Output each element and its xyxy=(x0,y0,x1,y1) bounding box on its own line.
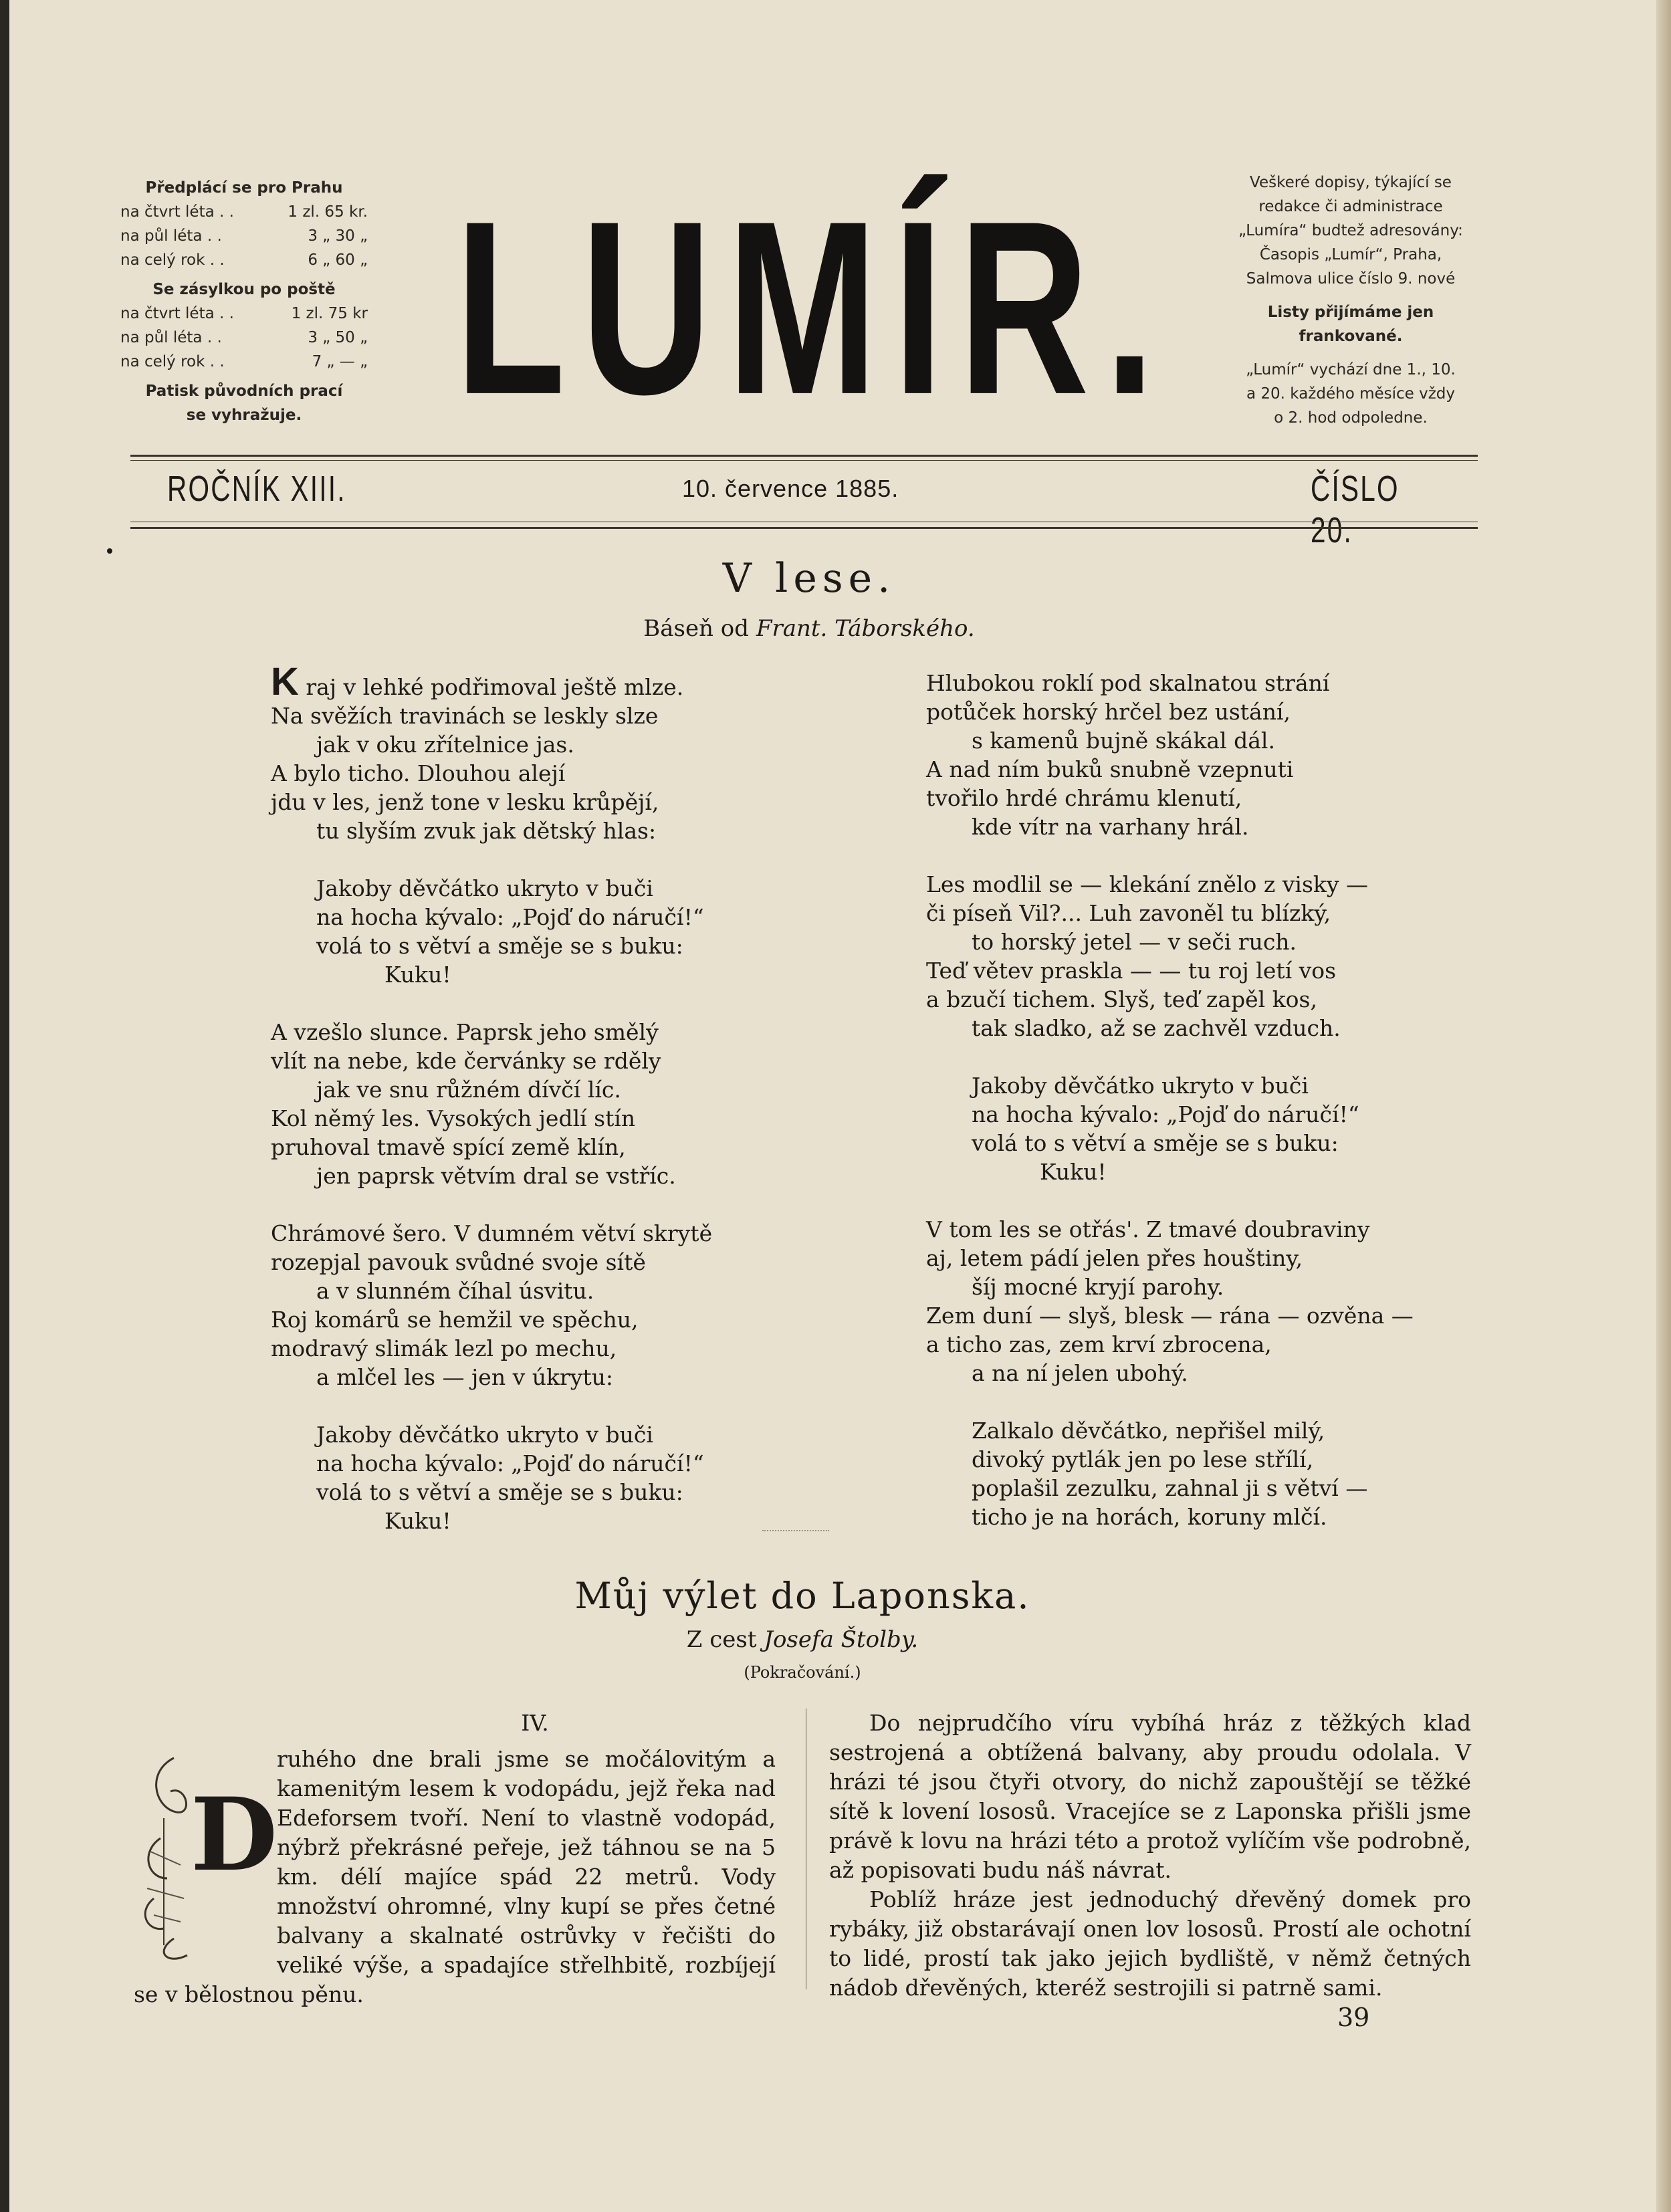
poem-line: tvořilo hrdé chrámu klenutí, xyxy=(926,785,1242,811)
poem-line: Les modlil se — klekání znělo z visky — xyxy=(926,871,1369,897)
article-column-right xyxy=(829,1708,1471,2003)
poem-stanza xyxy=(271,1219,739,1392)
masthead-title: LUMÍR. xyxy=(455,169,1170,446)
poem-line: vlít na nebe, kde červánky se rděly xyxy=(271,1048,661,1074)
article-byline xyxy=(481,1626,1123,1653)
poem-line: na hocha kývalo: „Pojď do náručí!“ xyxy=(316,1450,704,1476)
poem-line: divoký pytlák jen po lese střílí, xyxy=(972,1446,1314,1472)
poem-line: na hocha kývalo: „Pojď do náručí!“ xyxy=(316,904,704,930)
poem-line: volá to s větví a směje se s buku: xyxy=(316,1479,683,1505)
poem-line: a bzučí tichem. Slyš, teď zapěl kos, xyxy=(926,986,1317,1012)
price-label: na čtvrt léta . . xyxy=(120,203,234,221)
poem-line: to horský jetel — v seči ruch. xyxy=(972,929,1297,955)
poem-stanza xyxy=(271,874,739,989)
subscription-rows-post xyxy=(120,302,368,374)
article-column-left xyxy=(134,1708,776,2009)
poem-line: poplašil zezulku, zahnal ji s větví — xyxy=(972,1475,1368,1501)
info-line: „Lumíra“ budtež adresovány: xyxy=(1238,222,1463,239)
info-line: Salmova ulice číslo 9. nové xyxy=(1246,270,1456,288)
reprint-notice: Patisk původních prací xyxy=(145,382,343,400)
info-line: frankované. xyxy=(1299,328,1403,345)
price-label: na čtvrt léta . . xyxy=(120,305,234,322)
poem-stanza xyxy=(271,1420,739,1535)
poem-column-right xyxy=(926,669,1414,1560)
rule-top xyxy=(130,455,1478,457)
poem-line: Zalkalo děvčátko, nepřišel milý, xyxy=(972,1418,1325,1444)
article-paragraph: Do nejprudčího víru vybíhá hráz z těžkých klad sestrojená a obtížená balvany, aby proudu odolala. V hrázi té jsou čtyři otvory, do nichž zapouštějí se těžké sítě k lovení lososů. Vracejíce se z Laponska přišli jsme právě k lovu na hrázi této a protož vylíčím vše podrobně, až popisovati budu náš návrat. xyxy=(829,1710,1471,1883)
price-row xyxy=(120,302,368,326)
info-line: o 2. hod odpoledne. xyxy=(1274,409,1428,427)
editorial-address xyxy=(1220,171,1481,291)
price-label: na půl léta . . xyxy=(120,329,222,346)
price-value: 3 „ 50 „ xyxy=(308,329,368,346)
issue-line xyxy=(160,468,1471,550)
price-row xyxy=(120,326,368,350)
poem-stanza xyxy=(271,1018,739,1190)
poem-line: a mlčel les — jen v úkrytu: xyxy=(316,1364,614,1390)
info-line: Veškeré dopisy, týkající se xyxy=(1250,174,1452,191)
poem-line: a na ní jelen ubohý. xyxy=(972,1360,1188,1386)
issue-number: ČÍSLO 20. xyxy=(1311,469,1400,550)
poem-line: Teď větev praskla — — tu roj letí vos xyxy=(926,958,1337,984)
poem-line: jak ve snu růžném dívčí líc. xyxy=(316,1077,621,1103)
poem-byline xyxy=(602,615,1016,642)
info-line: a 20. každého měsíce vždy xyxy=(1246,385,1456,403)
poem-line: volá to s větví a směje se s buku: xyxy=(972,1130,1339,1156)
article-title: Můj výlet do Laponska. xyxy=(574,1575,1030,1617)
subscription-rows-prague xyxy=(120,200,368,272)
poem-stanza xyxy=(926,669,1408,841)
poem-title: V lese. xyxy=(722,555,896,602)
info-line: „Lumír“ vychází dne 1., 10. xyxy=(1246,361,1456,378)
poem-line: s kamenů bujně skákal dál. xyxy=(972,728,1275,754)
poem-line: Roj komárů se hemžil ve spěchu, xyxy=(271,1307,639,1333)
poem-stanza xyxy=(926,870,1408,1042)
price-value: 6 „ 60 „ xyxy=(308,251,368,269)
poem-line: a v slunném číhal úsvitu. xyxy=(316,1278,594,1304)
info-line: Časopis „Lumír“, Praha, xyxy=(1259,246,1442,263)
article-paragraph: Poblíž hráze jest jednoduchý dřevěný domek pro rybáky, již obstarávají onen lov lososů. Prostí ale ochotní to lidé, prostí tak jako jejich bydliště, v němž četných nádob dřevěných, kteréž sestrojili si patrně sami. xyxy=(829,1886,1471,2001)
price-label: na celý rok . . xyxy=(120,353,225,370)
poem-stanza xyxy=(926,1071,1408,1186)
subscription-heading: Předplácí se pro Prahu xyxy=(145,179,343,197)
price-value: 3 „ 30 „ xyxy=(308,227,368,245)
subscription-block xyxy=(120,171,368,427)
letters-notice xyxy=(1220,300,1481,348)
publication-schedule xyxy=(1220,358,1481,430)
price-label: na půl léta . . xyxy=(120,227,222,245)
editorial-info-block xyxy=(1220,171,1481,430)
poem-dropcap: K xyxy=(271,660,299,703)
poem-line: Zem duní — slyš, blesk — rána — ozvěna — xyxy=(926,1303,1414,1329)
article-left-text: ruhého dne brali jsme se močálovitým a kamenitým lesem k vodopádu, jejž řeka nad Edeforsem tvoří. Není to vlastně vodopád, nýbrž překrásné peřeje, jež táhnou se na 5 km. délí majíce spád 22 metrů. Vody množství ohromné, vlny kupí se přes četné balvany a skalnaté ostrůvky v řečišti do veliké výše, a spadajíce střelhbitě, rozbíjejí se v bělostnou pěnu. xyxy=(134,1746,776,2007)
poem-line: Na svěžích travinách se leskly slze xyxy=(271,703,659,729)
poem-line: jen paprsk větvím dral se vstříc. xyxy=(316,1163,676,1189)
price-row xyxy=(120,248,368,272)
poem-line: kde vítr na varhany hrál. xyxy=(972,814,1249,840)
poem-line: Kuku! xyxy=(384,962,451,988)
poem-line: A nad ním buků snubně vzepnuti xyxy=(926,756,1294,782)
poem-line: či píseň Vil?... Luh zavoněl tu blízký, xyxy=(926,900,1331,926)
poem-line: Chrámové šero. V dumném větví skrytě xyxy=(271,1220,713,1246)
poem-line: aj, letem pádí jelen přes houštiny, xyxy=(926,1245,1303,1271)
poem-line: a ticho zas, zem krví zbrocena, xyxy=(926,1331,1272,1357)
poem-line: volá to s větví a směje se s buku: xyxy=(316,933,683,959)
poem-line: jdu v les, jenž tone v lesku krůpějí, xyxy=(271,789,659,815)
poem-stanza xyxy=(271,660,739,845)
poem-line: tu slyším zvuk jak dětský hlas: xyxy=(316,818,657,844)
poem-line: pruhoval tmavě spící země klín, xyxy=(271,1134,626,1160)
poem-line: Kuku! xyxy=(384,1508,451,1534)
poem-line: Hlubokou roklí pod skalnatou strání xyxy=(926,670,1330,696)
poem-line: tak sladko, až se zachvěl vzduch. xyxy=(972,1015,1341,1041)
section-ornament xyxy=(762,1530,829,1531)
poem-line xyxy=(271,660,739,703)
poem-line-text: raj v lehké podřimoval ještě mlze. xyxy=(298,674,684,700)
info-line: Listy přijímáme jen xyxy=(1267,304,1434,321)
info-line: redakce či administrace xyxy=(1258,198,1443,215)
price-value: 7 „ — „ xyxy=(312,353,368,370)
poem-line: Kuku! xyxy=(1040,1159,1107,1185)
page-edge-right xyxy=(1656,0,1671,2212)
issue-date: 10. července 1885. xyxy=(682,475,899,502)
price-label: na celý rok . . xyxy=(120,251,225,269)
poem-line: modravý slimák lezl po mechu, xyxy=(271,1335,617,1361)
price-value: 1 zl. 75 kr xyxy=(291,305,368,322)
rule-top-thin xyxy=(130,460,1478,461)
poem-stanza xyxy=(926,1416,1408,1531)
poem-line: rozepjal pavouk svůdné svoje sítě xyxy=(271,1249,646,1275)
post-heading: Se zásylkou po poště xyxy=(152,281,336,298)
poem-column-left xyxy=(271,660,739,1564)
reprint-notice-2: se vyhražuje. xyxy=(186,407,302,424)
section-number: IV. xyxy=(521,1710,549,1736)
poem-line: šíj mocné kryjí parohy. xyxy=(972,1274,1224,1300)
poem-stanza xyxy=(926,1215,1414,1388)
article-dropcap: D xyxy=(191,1776,278,1894)
page-edge-left xyxy=(0,0,9,2212)
poem-line: potůček horský hrčel bez ustání, xyxy=(926,699,1291,725)
poem-line: ticho je na horách, koruny mlčí. xyxy=(972,1504,1327,1530)
price-row xyxy=(120,350,368,374)
ink-dot xyxy=(107,548,112,554)
poem-line: A bylo ticho. Dlouhou alejí xyxy=(271,760,566,786)
price-value: 1 zl. 65 kr. xyxy=(288,203,368,221)
price-row xyxy=(120,224,368,248)
volume-label: ROČNÍK XIII. xyxy=(167,469,346,509)
article-byline-prefix: Z cest xyxy=(686,1626,757,1653)
price-row xyxy=(120,200,368,224)
poem-line: Kol němý les. Vysokých jedlí stín xyxy=(271,1105,636,1131)
poem-line: Jakoby děvčátko ukryto v buči xyxy=(316,1422,653,1448)
poem-line: A vzešlo slunce. Paprsk jeho smělý xyxy=(271,1019,659,1045)
rule-bottom xyxy=(130,527,1478,529)
article-continued: (Pokračování.) xyxy=(744,1663,861,1682)
ornamental-initial xyxy=(134,1745,278,1965)
poem-line: na hocha kývalo: „Pojď do náručí!“ xyxy=(972,1101,1359,1127)
poem-line: Jakoby děvčátko ukryto v buči xyxy=(316,875,653,901)
poem-line: V tom les se otřás'. Z tmavé doubraviny xyxy=(926,1216,1370,1242)
article-author: Josefa Štolby. xyxy=(764,1626,919,1653)
poem-line: jak v oku zřítelnice jas. xyxy=(316,732,574,758)
poem-byline-prefix: Báseň od xyxy=(643,615,750,642)
poem-line: Jakoby děvčátko ukryto v buči xyxy=(972,1073,1309,1099)
poem-author: Frant. Táborského. xyxy=(756,615,975,642)
page-number: 39 xyxy=(1337,2003,1370,2032)
masthead xyxy=(421,150,1204,446)
